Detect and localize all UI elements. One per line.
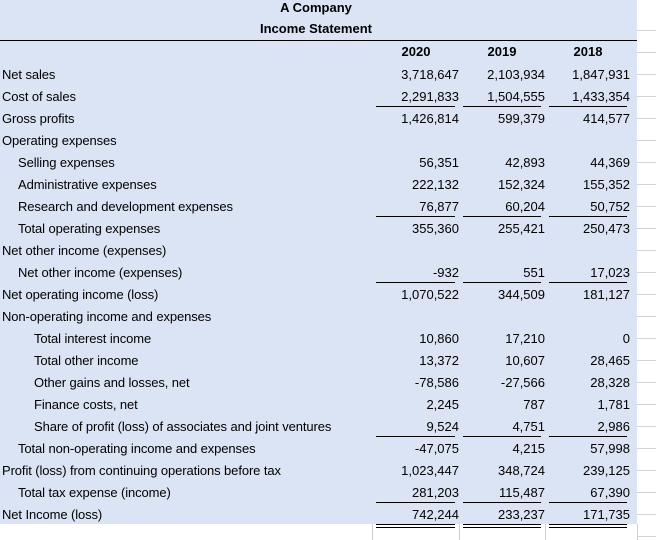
- value-2019: 60,204: [505, 199, 545, 214]
- row-label: Total operating expenses: [18, 221, 161, 236]
- total-underline: [463, 436, 541, 437]
- value-2019: 42,893: [505, 155, 545, 170]
- grid-line: [637, 140, 656, 141]
- row-label: Gross profits: [2, 111, 75, 126]
- row-label: Total interest income: [34, 331, 152, 346]
- value-2019: 233,237: [498, 507, 545, 522]
- value-2020: 1,070,522: [401, 287, 459, 302]
- value-2019: 115,487: [498, 485, 545, 500]
- row-label: Cost of sales: [2, 89, 76, 104]
- header-rule: [0, 40, 637, 41]
- value-2019: 10,607: [505, 353, 545, 368]
- value-2020: -78,586: [414, 375, 459, 390]
- value-2019: 551: [523, 265, 545, 280]
- statement-row: [0, 504, 637, 526]
- value-2018: 0: [622, 331, 630, 346]
- grid-line: [637, 492, 656, 493]
- value-2019: 17,210: [505, 331, 545, 346]
- total-underline: [376, 282, 455, 283]
- total-underline: [376, 436, 455, 437]
- grid-line: [637, 382, 656, 383]
- value-2019: 152,324: [498, 177, 545, 192]
- value-2019: -27,566: [500, 375, 545, 390]
- grid-line: [637, 74, 656, 75]
- value-2018: 414,577: [583, 111, 630, 126]
- value-2020: -932: [432, 265, 459, 280]
- grid-line: [637, 316, 656, 317]
- value-2018: 239,125: [583, 463, 630, 478]
- value-2020: 9,524: [426, 419, 459, 434]
- total-underline: [463, 282, 541, 283]
- row-label: Administrative expenses: [18, 177, 157, 192]
- statement-title: Income Statement: [260, 21, 372, 36]
- statement-row: [0, 240, 637, 262]
- total-underline: [549, 502, 627, 503]
- statement-row: [0, 130, 637, 152]
- row-label: Net other income (expenses): [2, 243, 167, 258]
- statement-row: [0, 86, 637, 108]
- grid-line: [637, 30, 656, 31]
- grid-line: [637, 250, 656, 251]
- grid-line: [637, 448, 656, 449]
- grid-line: [637, 96, 656, 97]
- value-2018: 67,390: [590, 485, 630, 500]
- value-2018: 2,986: [597, 419, 630, 434]
- value-2019: 4,751: [512, 419, 545, 434]
- total-underline: [376, 502, 455, 503]
- double-underline: [549, 524, 627, 528]
- total-underline: [376, 216, 455, 217]
- column-divider: [637, 524, 638, 540]
- value-2020: 355,360: [412, 221, 459, 236]
- value-2020: 742,244: [412, 507, 459, 522]
- grid-line: [637, 162, 656, 163]
- value-2019: 348,724: [498, 463, 545, 478]
- grid-line: [637, 360, 656, 361]
- statement-row: [0, 196, 637, 218]
- grid-line: [637, 118, 656, 119]
- value-2018: 44,369: [590, 155, 630, 170]
- value-2020: 2,291,833: [401, 89, 459, 104]
- row-label: Research and development expenses: [18, 199, 233, 214]
- grid-line: [637, 338, 656, 339]
- row-label: Finance costs, net: [34, 397, 138, 412]
- value-2019: 1,504,555: [487, 89, 545, 104]
- row-label: Total non-operating income and expenses: [18, 441, 256, 456]
- total-underline: [463, 216, 541, 217]
- value-2019: 599,379: [498, 111, 545, 126]
- row-label: Total tax expense (income): [18, 485, 171, 500]
- grid-line: [637, 206, 656, 207]
- total-underline: [463, 502, 541, 503]
- value-2018: 250,473: [583, 221, 630, 236]
- value-2018: 28,465: [590, 353, 630, 368]
- value-2020: 10,860: [419, 331, 459, 346]
- row-label: Other gains and losses, net: [34, 375, 190, 390]
- total-underline: [376, 106, 455, 107]
- total-underline: [549, 216, 627, 217]
- value-2018: 1,847,931: [572, 67, 630, 82]
- total-underline: [549, 436, 627, 437]
- value-2018: 181,127: [583, 287, 630, 302]
- double-underline: [463, 524, 541, 528]
- grid-line: [637, 52, 656, 53]
- statement-row: [0, 482, 637, 504]
- statement-row: [0, 218, 637, 240]
- row-label: Selling expenses: [18, 155, 115, 170]
- grid-line: [637, 470, 656, 471]
- row-label: Net other income (expenses): [18, 265, 183, 280]
- value-2018: 1,433,354: [572, 89, 630, 104]
- value-2018: 28,328: [590, 375, 630, 390]
- grid-line: [637, 404, 656, 405]
- value-2018: 1,781: [597, 397, 630, 412]
- row-label: Net operating income (loss): [2, 287, 159, 302]
- value-2020: 281,203: [412, 485, 459, 500]
- value-2019: 787: [523, 397, 545, 412]
- statement-row: [0, 284, 637, 306]
- statement-row: [0, 262, 637, 284]
- statement-row: [0, 394, 637, 416]
- grid-line: [637, 294, 656, 295]
- value-2020: 3,718,647: [401, 67, 459, 82]
- grid-line: [637, 184, 656, 185]
- row-label: Net Income (loss): [2, 507, 103, 522]
- column-divider: [372, 524, 373, 540]
- company-title: A Company: [280, 0, 352, 15]
- value-2020: 1,426,814: [401, 111, 459, 126]
- total-underline: [463, 106, 541, 107]
- statement-row: [0, 306, 637, 328]
- row-label: Non-operating income and expenses: [2, 309, 212, 324]
- value-2020: 76,877: [419, 199, 459, 214]
- statement-row: [0, 416, 637, 438]
- value-2020: 222,132: [412, 177, 459, 192]
- grid-line: [637, 228, 656, 229]
- value-2020: 2,245: [426, 397, 459, 412]
- value-2020: -47,075: [414, 441, 459, 456]
- statement-row: [0, 350, 637, 372]
- row-label: Profit (loss) from continuing operations before tax: [2, 463, 281, 478]
- statement-row: [0, 328, 637, 350]
- grid-line: [637, 514, 656, 515]
- value-2019: 4,215: [512, 441, 545, 456]
- statement-row: [0, 152, 637, 174]
- grid-line: [637, 536, 656, 537]
- statement-row: [0, 174, 637, 196]
- value-2019: 344,509: [498, 287, 545, 302]
- value-2019: 2,103,934: [487, 67, 545, 82]
- column-divider: [459, 524, 460, 540]
- value-2020: 1,023,447: [401, 463, 459, 478]
- grid-line: [637, 426, 656, 427]
- row-label: Net sales: [2, 67, 56, 82]
- statement-row: [0, 438, 637, 460]
- row-label: Share of profit (loss) of associates and joint ventures: [34, 419, 332, 434]
- value-2018: 17,023: [590, 265, 630, 280]
- statement-row: [0, 372, 637, 394]
- value-2020: 56,351: [419, 155, 459, 170]
- statement-row: [0, 460, 637, 482]
- statement-row: [0, 64, 637, 86]
- total-underline: [549, 106, 627, 107]
- value-2018: 155,352: [583, 177, 630, 192]
- double-underline: [376, 524, 455, 528]
- column-divider: [545, 524, 546, 540]
- statement-row: [0, 108, 637, 130]
- column-header-2018: 2018: [573, 44, 603, 59]
- column-header-2019: 2019: [487, 44, 517, 59]
- value-2018: 57,998: [590, 441, 630, 456]
- row-label: Total other income: [34, 353, 139, 368]
- value-2018: 50,752: [590, 199, 630, 214]
- value-2019: 255,421: [498, 221, 545, 236]
- row-label: Operating expenses: [2, 133, 117, 148]
- value-2020: 13,372: [419, 353, 459, 368]
- value-2018: 171,735: [583, 507, 630, 522]
- total-underline: [549, 282, 627, 283]
- grid-line: [637, 272, 656, 273]
- column-header-2020: 2020: [401, 44, 431, 59]
